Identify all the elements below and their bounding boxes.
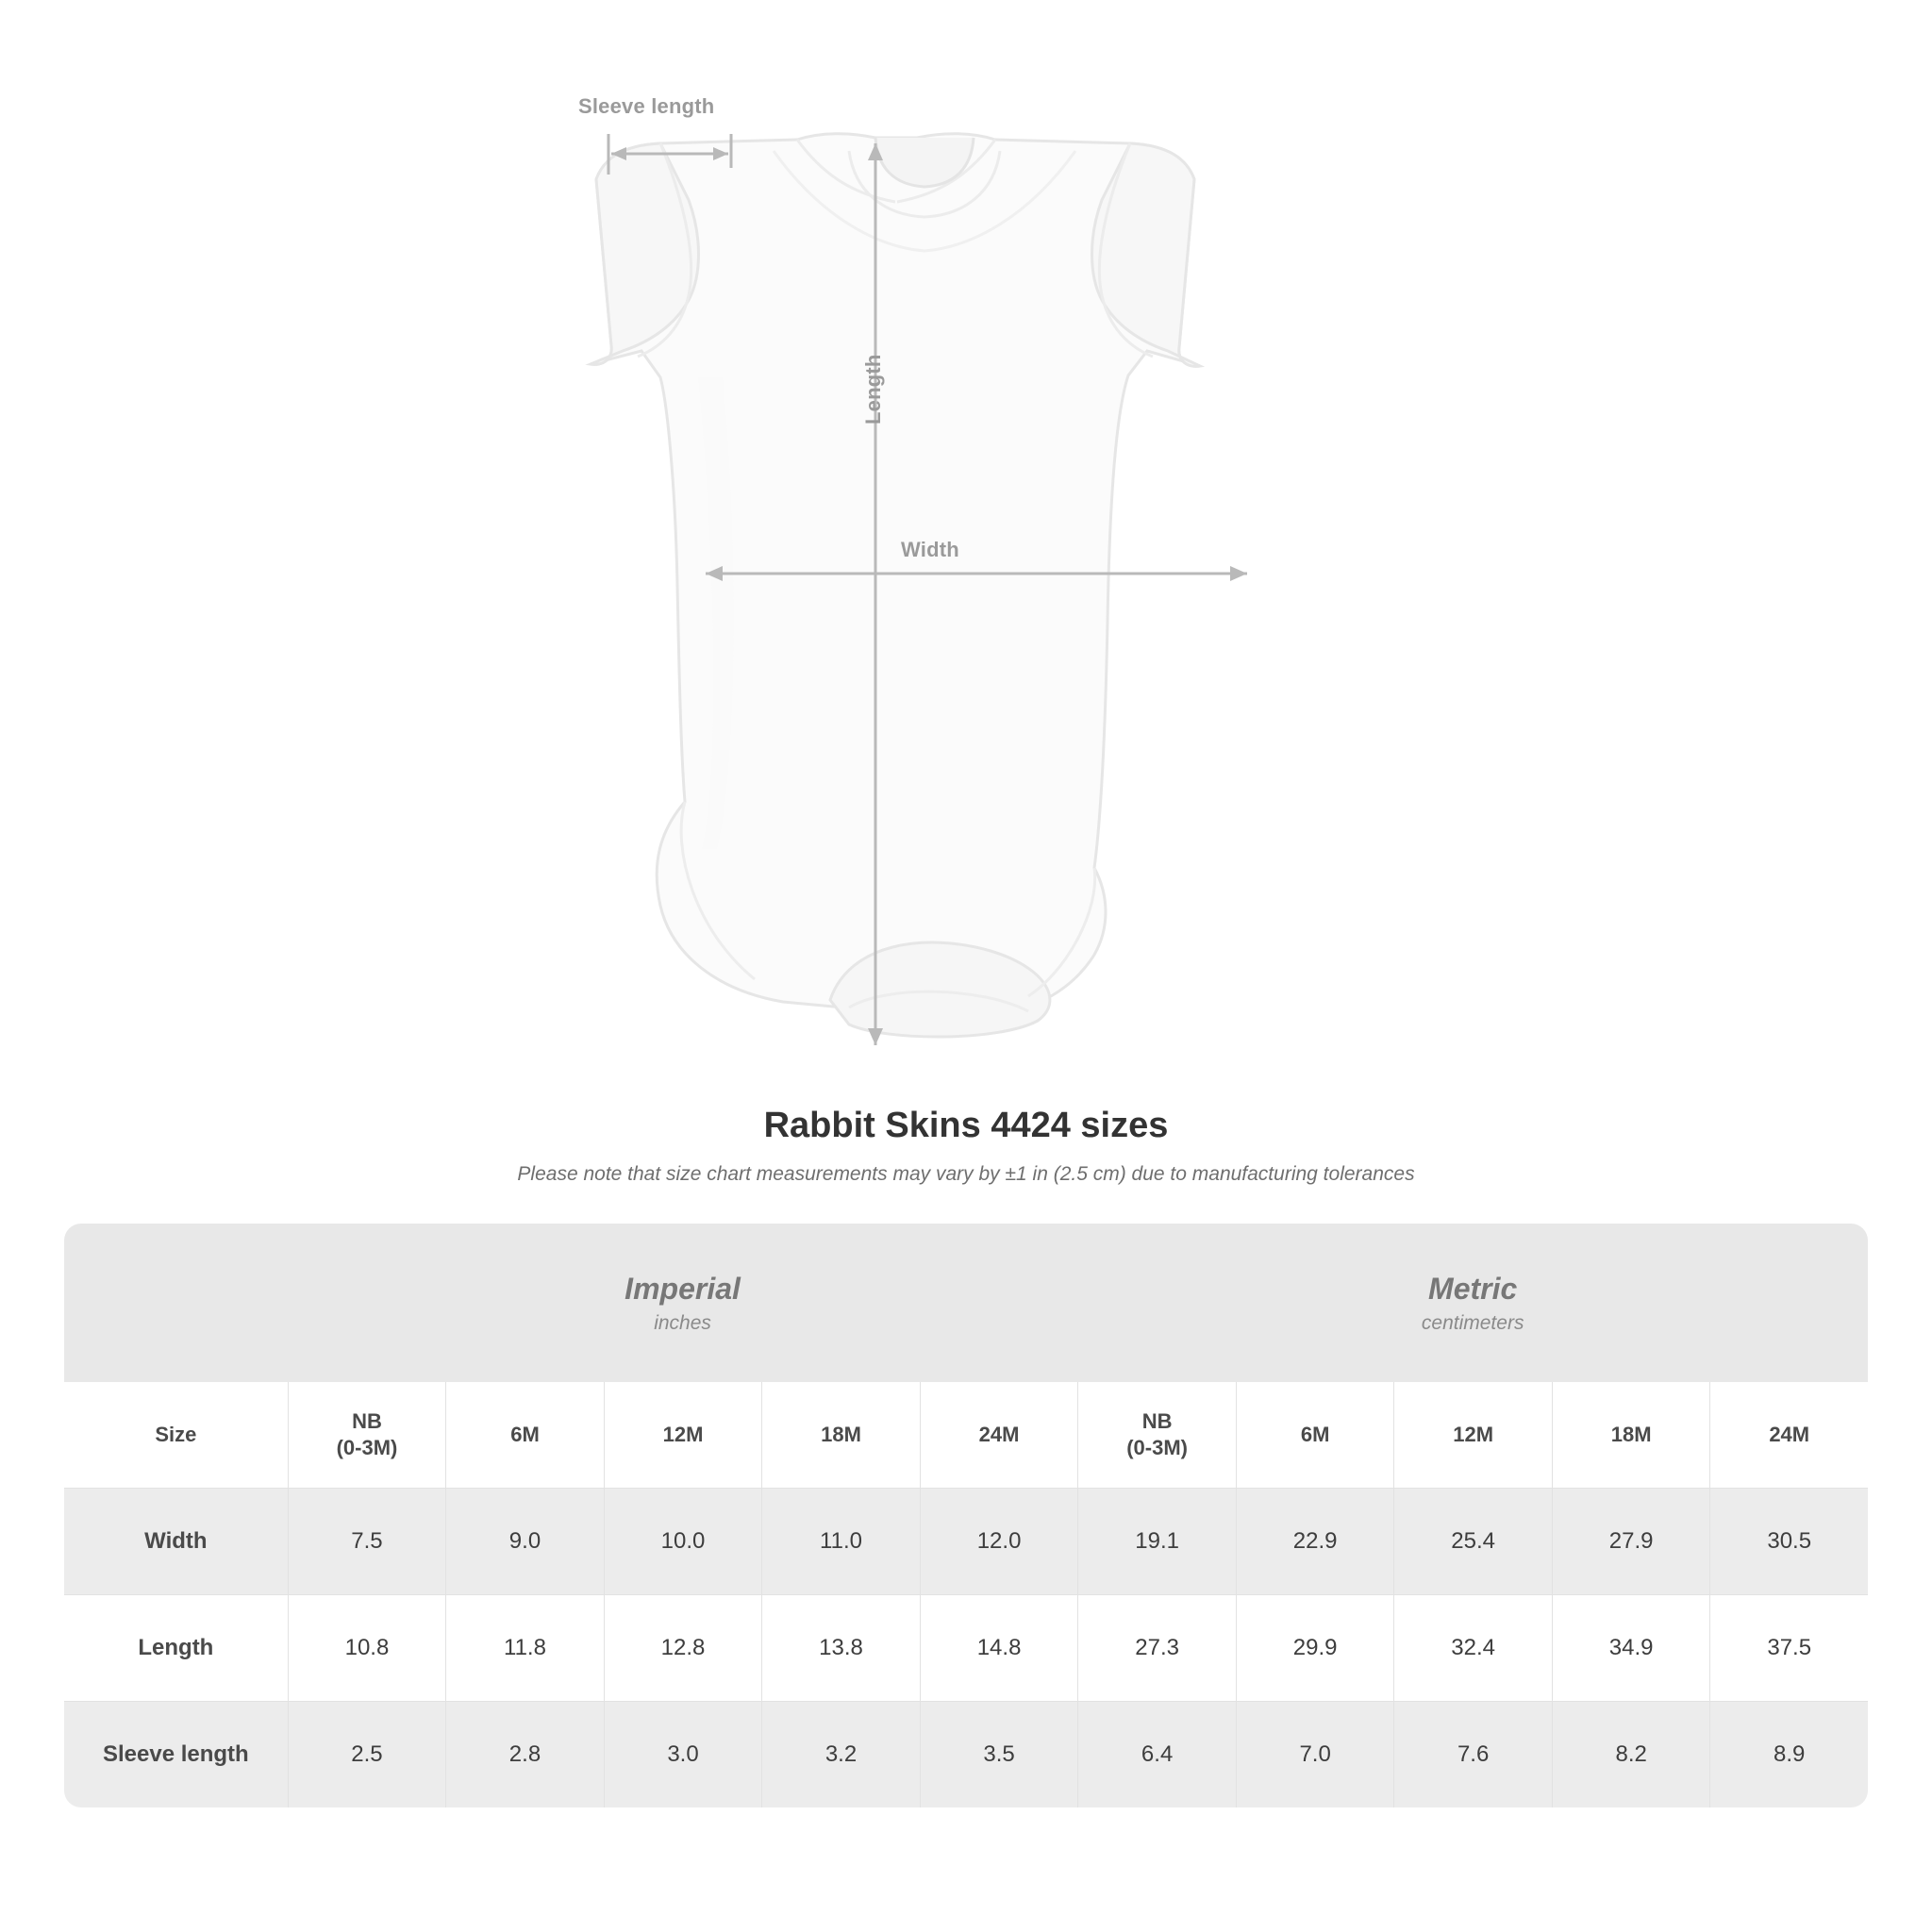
size-column-header-8: 18M [1552,1382,1710,1488]
cell-length-4: 14.8 [920,1594,1078,1701]
size-column-header-4: 24M [920,1382,1078,1488]
sleeve-length-dimension-label: Sleeve length [578,94,715,118]
cell-width-6: 22.9 [1236,1488,1394,1594]
table-row [64,1701,1868,1807]
cell-width-0: 7.5 [288,1488,446,1594]
size-column-header-2: 12M [604,1382,762,1488]
cell-length-2: 12.8 [604,1594,762,1701]
unit-group-imperial-label: Imperial [625,1271,741,1306]
page-title: Rabbit Skins 4424 sizes [763,1106,1169,1145]
cell-sleeve-5: 6.4 [1077,1701,1236,1807]
size-column-header-5-main: NB [1141,1409,1173,1433]
size-column-header-0-sub: (0-3M) [336,1436,398,1459]
tolerance-note: Please note that size chart measurements may vary by ±1 in (2.5 cm) due to manufacturing tolerances [517,1163,1415,1185]
cell-sleeve-8: 8.2 [1552,1701,1710,1807]
size-column-header-0-main: NB [352,1409,382,1433]
cell-width-7: 25.4 [1393,1488,1552,1594]
width-dimension-label: Width [901,538,959,561]
size-column-header-3: 18M [761,1382,920,1488]
chart-heading [0,1106,1932,1186]
size-table [64,1224,1868,1807]
unit-group-imperial [288,1224,1078,1382]
cell-length-7: 32.4 [1393,1594,1552,1701]
cell-width-9: 30.5 [1709,1488,1868,1594]
cell-width-2: 10.0 [604,1488,762,1594]
size-column-header-9: 24M [1709,1382,1868,1488]
length-dimension-label: Length [861,354,885,425]
size-column-header-7: 12M [1393,1382,1552,1488]
cell-length-5: 27.3 [1077,1594,1236,1701]
table-row [64,1488,1868,1594]
cell-width-5: 19.1 [1077,1488,1236,1594]
row-label-length: Length [64,1594,288,1701]
size-header-cell: Size [64,1382,288,1488]
size-column-header-1: 6M [445,1382,604,1488]
cell-sleeve-4: 3.5 [920,1701,1078,1807]
cell-sleeve-9: 8.9 [1709,1701,1868,1807]
unit-group-metric [1077,1224,1868,1382]
cell-sleeve-6: 7.0 [1236,1701,1394,1807]
cell-length-8: 34.9 [1552,1594,1710,1701]
cell-sleeve-1: 2.8 [445,1701,604,1807]
cell-sleeve-3: 3.2 [761,1701,920,1807]
cell-sleeve-2: 3.0 [604,1701,762,1807]
cell-width-1: 9.0 [445,1488,604,1594]
cell-length-9: 37.5 [1709,1594,1868,1701]
cell-length-0: 10.8 [288,1594,446,1701]
cell-width-4: 12.0 [920,1488,1078,1594]
unit-group-imperial-sub: inches [654,1312,711,1335]
size-column-header-5-sub: (0-3M) [1126,1436,1188,1459]
unit-group-row [64,1224,1868,1382]
size-table-wrapper [64,1224,1868,1807]
row-label-width: Width [64,1488,288,1594]
size-header-row [64,1382,1868,1488]
cell-width-3: 11.0 [761,1488,920,1594]
table-row [64,1594,1868,1701]
cell-length-3: 13.8 [761,1594,920,1701]
cell-sleeve-7: 7.6 [1393,1701,1552,1807]
unit-group-metric-label: Metric [1428,1271,1518,1306]
unit-corner-cell [64,1224,288,1382]
size-column-header-6: 6M [1236,1382,1394,1488]
row-label-sleeve-length: Sleeve length [64,1701,288,1807]
cell-width-8: 27.9 [1552,1488,1710,1594]
cell-length-1: 11.8 [445,1594,604,1701]
size-column-header-5 [1077,1382,1236,1488]
cell-sleeve-0: 2.5 [288,1701,446,1807]
cell-length-6: 29.9 [1236,1594,1394,1701]
unit-group-metric-sub: centimeters [1421,1312,1524,1335]
size-column-header-0 [288,1382,446,1488]
